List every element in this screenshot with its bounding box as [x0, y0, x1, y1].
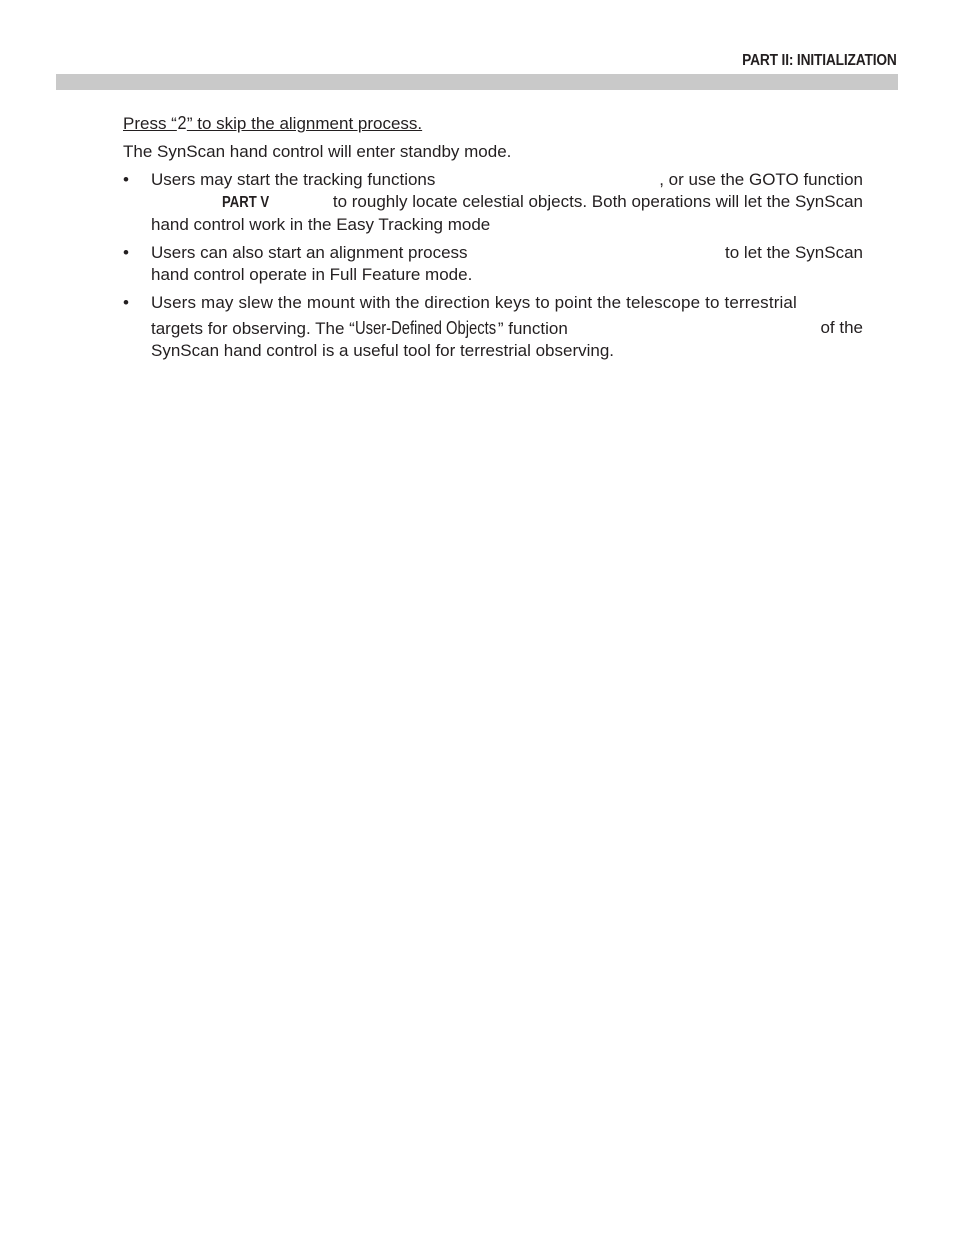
- bullet3-line3: [151, 340, 863, 362]
- bullet2-line2: [151, 264, 863, 286]
- bullet2-text-b: to let the SynScan: [725, 243, 863, 262]
- bullet3-text-d: of the: [820, 318, 863, 337]
- bullet1-line1: [151, 169, 863, 191]
- bullet3-text-a: Users may slew the mount with the direction keys to point the telescope to terrestrial: [151, 293, 797, 312]
- bullet1-text-b: , or use the GOTO function: [659, 170, 863, 189]
- bullet3-line2: [151, 317, 863, 340]
- header-divider-bar: [56, 74, 898, 90]
- bullet2-text-a: Users can also start an alignment process: [151, 243, 468, 262]
- options-list: [123, 169, 863, 362]
- bullet3-text-b-group: [151, 317, 568, 340]
- bullet3-line1: [151, 292, 863, 314]
- bullet-mark: •: [123, 170, 129, 189]
- key-two: 2: [177, 113, 187, 133]
- bullet-mark: •: [123, 243, 129, 262]
- skip-alignment-instruction: [123, 112, 863, 135]
- bullet3-text-c: ” function: [497, 319, 568, 338]
- part-v-label: PART V: [222, 194, 270, 211]
- bullet1-line3: [151, 214, 863, 236]
- part-v-reference: [151, 191, 279, 214]
- bullet3-text-b: targets for observing. The “: [151, 319, 355, 338]
- page-header-title: PART II: INITIALIZATION: [742, 52, 897, 69]
- bullet1-text-a: Users may start the tracking functions: [151, 170, 436, 189]
- bullet-mark: •: [123, 293, 129, 312]
- press-prefix: Press “: [123, 114, 177, 133]
- page-content: [123, 112, 863, 368]
- bullet3-text-e: SynScan hand control is a useful tool for terrestrial observing.: [151, 341, 615, 360]
- press-suffix: ” to skip the alignment process.: [186, 114, 423, 133]
- bullet2-line1: [151, 242, 863, 264]
- user-defined-objects-label: User-Defined Objects: [354, 318, 496, 338]
- bullet1-text-c: to roughly locate celestial objects. Both operations will let the SynScan: [332, 192, 863, 211]
- bullet2-text-c: hand control operate in Full Feature mode.: [151, 265, 473, 284]
- bullet1-line2: [151, 191, 863, 214]
- bullet1-text-d: hand control work in the Easy Tracking mode: [151, 215, 491, 234]
- list-item: [123, 242, 863, 286]
- standby-text: The SynScan hand control will enter standby mode.: [123, 142, 512, 161]
- list-item: [123, 169, 863, 236]
- list-item: [123, 292, 863, 362]
